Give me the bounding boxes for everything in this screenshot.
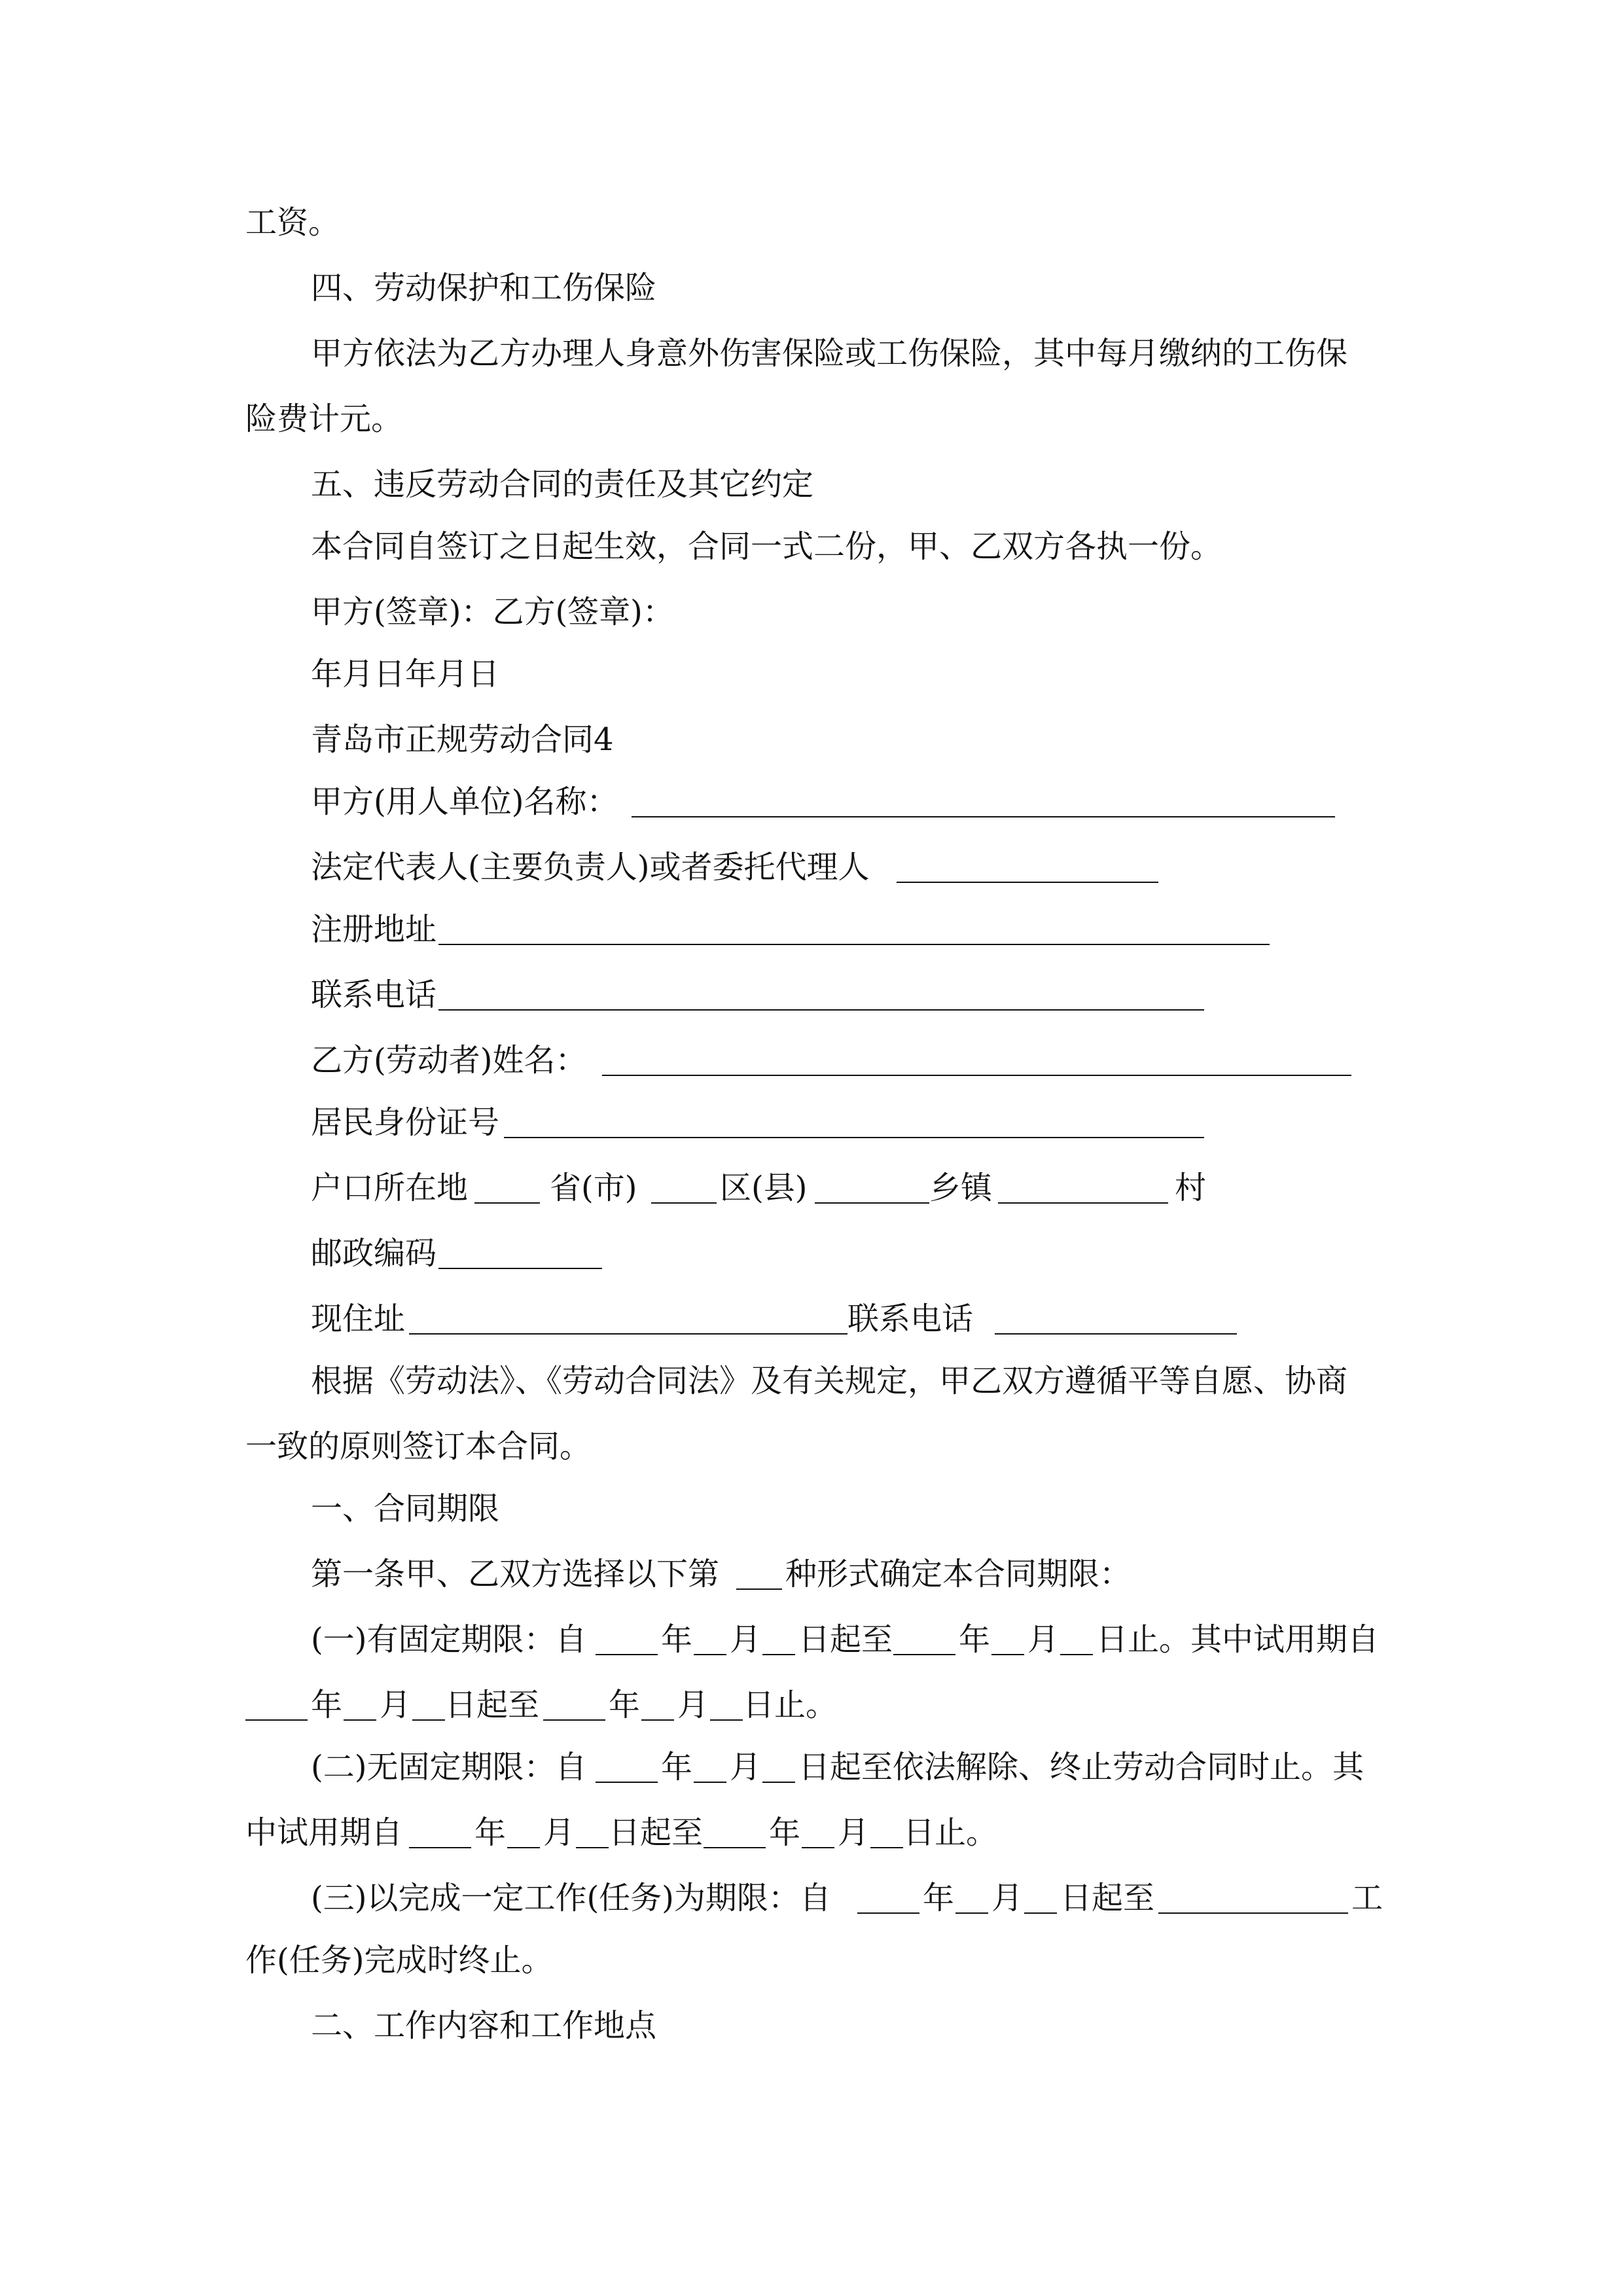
hukou-district-field[interactable] (651, 1202, 717, 1204)
hukou-district-label: 区(县) (720, 1170, 808, 1206)
nonfixed-probation-end-day-field[interactable] (870, 1847, 903, 1848)
year-label: 年 (311, 1687, 343, 1723)
fixed-end-year-field[interactable] (893, 1654, 955, 1655)
reg-address-field[interactable] (438, 944, 1270, 945)
task-start-day-field[interactable] (1024, 1912, 1057, 1914)
month-label: 月 (730, 1749, 762, 1785)
day-start-label: 日起至 (798, 1621, 893, 1658)
task-term-prefix: (三)以完成一定工作(任务)为期限：自 (311, 1880, 831, 1916)
nonfixed-start-year-field[interactable] (596, 1782, 658, 1783)
nonfixed-line2-prefix: 中试用期自 (245, 1814, 403, 1851)
text-line: 本合同自签订之日起生效，合同一式二份，甲、乙双方各执一份。 (311, 528, 1222, 565)
section-heading: 一、合同期限 (311, 1490, 500, 1527)
day-end-label: 日止。 (743, 1687, 838, 1723)
task-name-field[interactable] (1158, 1912, 1348, 1914)
task-tail: 工 (1351, 1880, 1383, 1916)
text-line: 根据《劳动法》、《劳动合同法》及有关规定，甲乙双方遵循平等自愿、协商 (311, 1363, 1348, 1399)
year-label: 年 (661, 1749, 693, 1785)
employer-name-label: 甲方(用人单位)名称： (311, 783, 618, 820)
fixed-end-day-field[interactable] (1060, 1654, 1093, 1655)
probation-end-day-field[interactable] (710, 1719, 743, 1721)
month-label: 月 (380, 1687, 412, 1723)
nonfixed-probation-start-year-field[interactable] (409, 1847, 471, 1848)
nonfixed-start-day-field[interactable] (762, 1782, 795, 1783)
text-line: 险费计元。 (245, 401, 403, 437)
legal-rep-field[interactable] (897, 882, 1158, 883)
section-heading: 四、劳动保护和工伤保险 (311, 270, 657, 306)
task-start-year-field[interactable] (857, 1912, 919, 1914)
employee-name-label: 乙方(劳动者)姓名： (311, 1042, 587, 1079)
fixed-term-prefix: (一)有固定期限：自 (311, 1621, 587, 1658)
month-label: 月 (838, 1814, 870, 1851)
id-number-label: 居民身份证号 (311, 1104, 500, 1141)
nonfixed-probation-start-day-field[interactable] (576, 1847, 609, 1848)
month-label: 月 (1027, 1621, 1060, 1658)
nonfixed-tail: 日起至依法解除、终止劳动合同时止。其 (798, 1749, 1364, 1785)
probation-end-year-field[interactable] (543, 1719, 605, 1721)
phone-label: 联系电话 (311, 977, 437, 1013)
text-line: 甲方依法为乙方办理人身意外伤害保险或工伤保险，其中每月缴纳的工伤保 (311, 335, 1348, 372)
month-label: 月 (991, 1880, 1024, 1916)
task-start-month-field[interactable] (955, 1912, 988, 1914)
id-number-field[interactable] (504, 1137, 1204, 1138)
signature-line: 甲方(签章)：乙方(签章)： (311, 594, 674, 630)
probation-start-day-field[interactable] (412, 1719, 445, 1721)
reg-address-label: 注册地址 (311, 911, 437, 948)
probation-start-month-field[interactable] (344, 1719, 376, 1721)
year-label: 年 (769, 1814, 801, 1851)
day-end-label: 日止。 (903, 1814, 998, 1851)
fixed-start-day-field[interactable] (762, 1654, 795, 1655)
year-label: 年 (923, 1880, 955, 1916)
document-title: 青岛市正规劳动合同4 (311, 721, 614, 758)
nonfixed-probation-start-month-field[interactable] (507, 1847, 540, 1848)
current-address-field[interactable] (409, 1333, 847, 1335)
fixed-start-month-field[interactable] (694, 1654, 726, 1655)
year-label: 年 (609, 1687, 641, 1723)
month-label: 月 (543, 1814, 575, 1851)
day-start-label: 日起至 (609, 1814, 704, 1851)
phone-field[interactable] (438, 1009, 1204, 1011)
hukou-town-label: 乡镇 (929, 1170, 993, 1206)
section-heading: 二、工作内容和工作地点 (311, 2007, 657, 2044)
employee-name-field[interactable] (602, 1075, 1351, 1076)
probation-end-month-field[interactable] (641, 1719, 674, 1721)
nonfixed-probation-end-year-field[interactable] (704, 1847, 766, 1848)
text-line: 一致的原则签订本合同。 (245, 1428, 592, 1465)
section-heading: 五、违反劳动合同的责任及其它约定 (311, 466, 814, 503)
hukou-village-label: 村 (1175, 1170, 1207, 1206)
text-line: 作(任务)完成时终止。 (245, 1942, 553, 1979)
article-1-suffix: 种形式确定本合同期限： (785, 1556, 1132, 1592)
current-phone-field[interactable] (995, 1333, 1237, 1335)
text-line: 工资。 (245, 204, 340, 241)
postcode-field[interactable] (438, 1268, 602, 1269)
month-label: 月 (730, 1621, 762, 1658)
article-1-prefix: 第一条甲、乙双方选择以下第 (311, 1556, 720, 1592)
postcode-label: 邮政编码 (311, 1235, 437, 1272)
hukou-label: 户口所在地 (311, 1170, 469, 1206)
term-option-field[interactable] (736, 1588, 782, 1590)
nonfixed-term-prefix: (二)无固定期限：自 (311, 1749, 587, 1785)
nonfixed-start-month-field[interactable] (694, 1782, 726, 1783)
current-phone-label: 联系电话 (847, 1300, 974, 1337)
year-label: 年 (474, 1814, 507, 1851)
fixed-start-year-field[interactable] (596, 1654, 658, 1655)
day-start-label: 日起至 (445, 1687, 540, 1723)
fixed-end-month-field[interactable] (991, 1654, 1024, 1655)
hukou-town-field[interactable] (815, 1202, 929, 1204)
current-address-label: 现住址 (311, 1300, 406, 1337)
date-line: 年月日年月日 (311, 656, 500, 692)
legal-rep-label: 法定代表人(主要负责人)或者委托代理人 (311, 849, 870, 886)
month-label: 月 (677, 1687, 709, 1723)
nonfixed-probation-end-month-field[interactable] (802, 1847, 834, 1848)
day-start-label: 日起至 (1060, 1880, 1155, 1916)
year-label: 年 (959, 1621, 991, 1658)
employer-name-field[interactable] (632, 816, 1335, 817)
hukou-province-label: 省(市) (550, 1170, 637, 1206)
hukou-village-field[interactable] (998, 1202, 1168, 1204)
day-end-cont-label: 日止。其中试用期自 (1096, 1621, 1380, 1658)
year-label: 年 (661, 1621, 693, 1658)
hukou-province-field[interactable] (474, 1202, 540, 1204)
probation-start-year-field[interactable] (245, 1719, 308, 1721)
